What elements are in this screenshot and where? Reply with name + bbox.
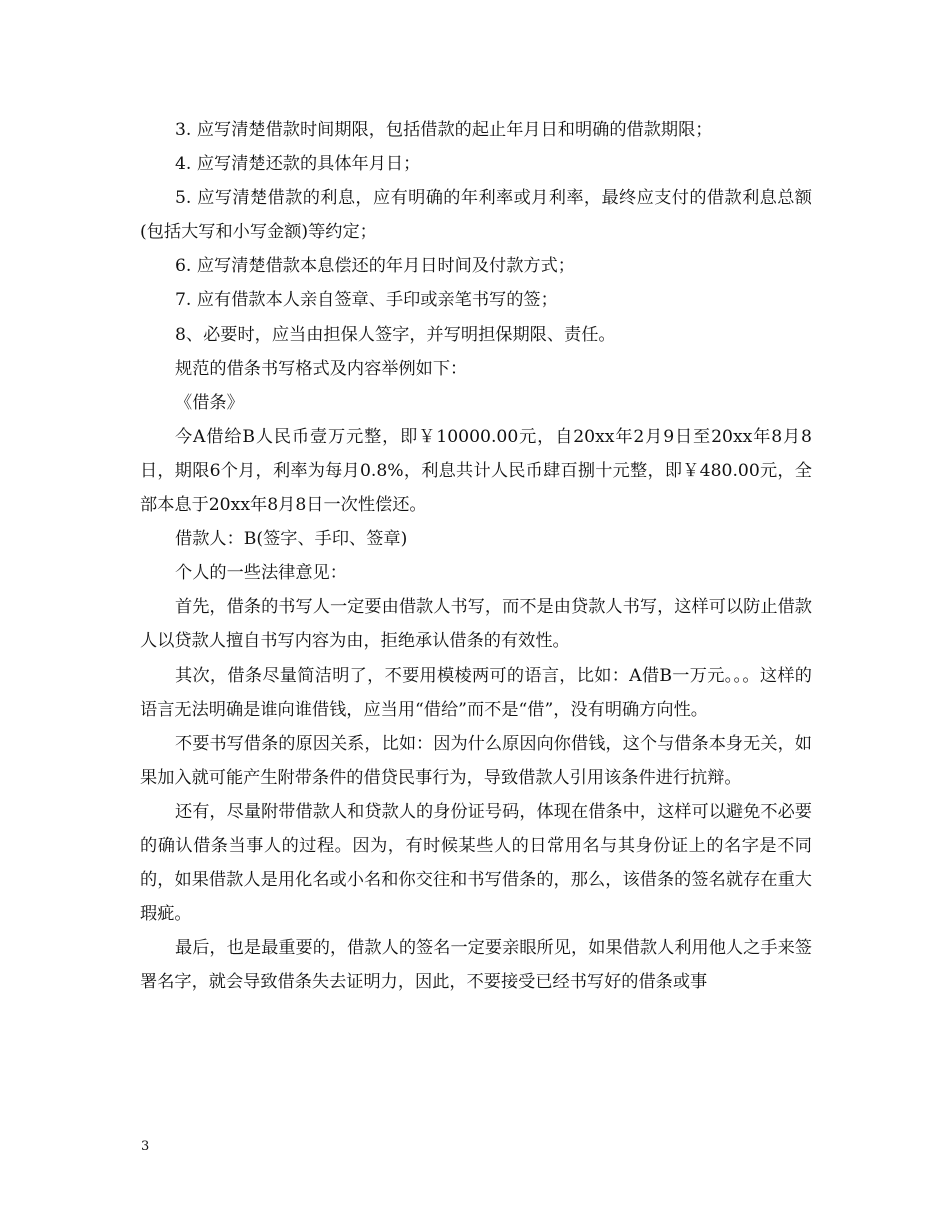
paragraph-item-4: 4. 应写清楚还款的具体年月日； [175,154,421,175]
opinion-second: 其次，借条尽量简洁明了，不要用模棱两可的语言，比如：A借B一万元。。。这样的语言无法明确是谁向谁借钱，应当用“借给”而不是“借”，没有明确方向性。 [140,665,812,720]
example-intro: 规范的借条书写格式及内容举例如下： [175,358,468,379]
paragraph-item-3: 3. 应写清楚借款时间期限，包括借款的起止年月日和明确的借款期限； [175,120,713,140]
borrower-signature-line: 借款人：B(签字、手印、签章) [175,529,408,550]
opinion-last: 最后，也是最重要的，借款人的签名一定要亲眼所见，如果借款人利用他人之手来签署名字，就会导致借条失去证明力，因此，不要接受已经书写好的借条或事 [140,938,812,993]
iou-title: 《借条》 [175,392,244,413]
opinion-first: 首先，借条的书写人一定要由借款人书写，而不是由贷款人书写，这样可以防止借款人以贷款人擅自书写内容为由，拒绝承认借条的有效性。 [140,597,812,652]
legal-opinion-heading: 个人的一些法律意见： [175,563,347,584]
paragraph-item-6: 6. 应写清楚借款本息偿还的年月日时间及付款方式； [175,256,575,277]
paragraph-item-5: 5. 应写清楚借款的利息，应有明确的年利率或月利率，最终应支付的借款利息总额(包括大写和小写金额)等约定； [140,188,812,243]
paragraph-item-8: 8、必要时，应当由担保人签字，并写明担保期限、责任。 [175,324,616,345]
document-body [140,113,812,999]
page-number: 3 [141,1139,150,1154]
paragraph-item-7: 7. 应有借款本人亲自签章、手印或亲笔书写的签； [175,290,558,311]
opinion-id-numbers: 还有，尽量附带借款人和贷款人的身份证号码，体现在借条中，这样可以避免不必要的确认借条当事人的过程。因为，有时候某些人的日常用名与其身份证上的名字是不同的，如果借款人是用化名或小名和你交往和书写借条的，那么，该借条的签名就存在重大瑕疵。 [140,801,812,925]
iou-body: 今A借给B人民币壹万元整，即￥10000.00元，自20xx年2月9日至20xx年8月8日，期限6个月，利率为每月0.8%，利息共计人民币肆百捌十元整，即￥480.00元，全部本息于20xx年8月8日一次性偿还。 [140,426,812,516]
opinion-cause: 不要书写借条的原因关系，比如：因为什么原因向你借钱，这个与借条本身无关，如果加入就可能产生附带条件的借贷民事行为，导致借款人引用该条件进行抗辩。 [140,733,812,788]
